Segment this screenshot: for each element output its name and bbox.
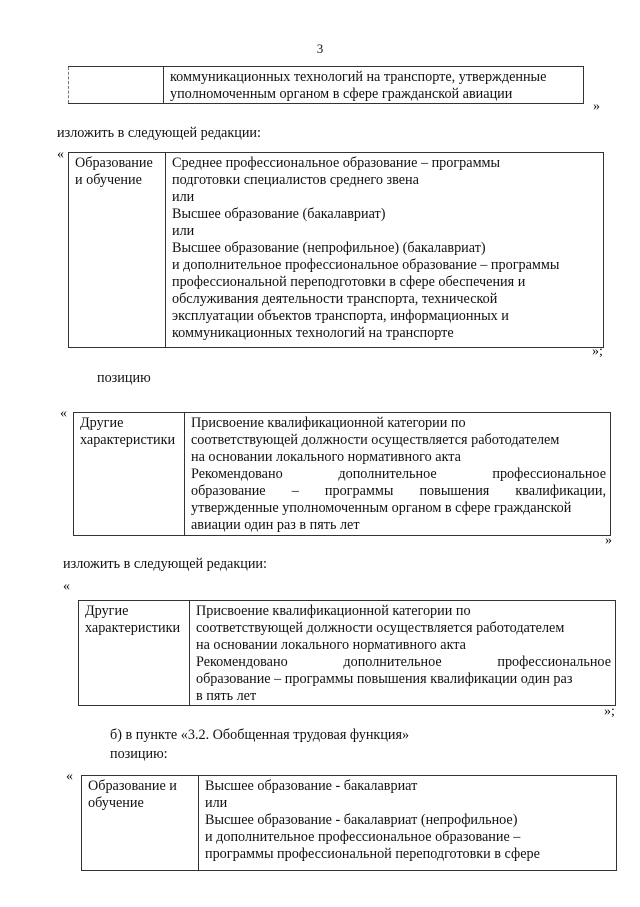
text-line: программы профессиональной переподготовки в сфере (205, 846, 540, 862)
text-line: авиации один раз в пять лет (191, 517, 360, 533)
table-label-cell (79, 601, 190, 706)
table-education-32 (81, 775, 617, 871)
table-content-cell (185, 413, 611, 536)
text-line: коммуникационных технологий на транспорте (172, 325, 454, 341)
text-line: на основании локального нормативного акта (196, 637, 466, 653)
text-line: образование – программы повышения квалификации, (191, 483, 606, 499)
label-line: обучение (88, 795, 144, 811)
label-line: Другие (80, 415, 124, 431)
label-line: характеристики (80, 432, 176, 448)
open-quote: « (57, 147, 64, 162)
text-line: Высшее образование - бакалавриат (205, 778, 418, 794)
text-line: Высшее образование (бакалавриат) (172, 206, 386, 222)
text-line: на основании локального нормативного акта (191, 449, 461, 465)
table-label-cell (69, 153, 166, 348)
heading-replace: изложить в следующей редакции: (63, 556, 267, 572)
close-quote: » (605, 533, 612, 548)
heading-replace: изложить в следующей редакции: (57, 125, 261, 141)
text-line: Рекомендовано дополнительное профессиональное (191, 466, 606, 482)
text-line: уполномоченным органом в сфере гражданской авиации (170, 86, 513, 102)
text-line: образование – программы повышения квалификации один раз (196, 671, 573, 687)
table-other-old (73, 412, 611, 536)
label-line: Образование и (88, 778, 177, 794)
text-line: соответствующей должности осуществляется работодателем (196, 620, 565, 636)
text-line: в пять лет (196, 688, 257, 704)
table-content-cell (166, 153, 604, 348)
page-number: 3 (316, 41, 324, 56)
table-content-cell (199, 776, 617, 871)
text-line: и дополнительное профессиональное образование – программы (172, 257, 560, 273)
text-line: или (172, 223, 195, 239)
table-cell-empty (69, 67, 164, 104)
open-quote: « (66, 769, 73, 784)
text-line: соответствующей должности осуществляется работодателем (191, 432, 560, 448)
text-line: Рекомендовано дополнительное профессиональное (196, 654, 611, 670)
close-quote: » (593, 99, 600, 114)
text-line: Среднее профессиональное образование – программы (172, 155, 501, 171)
text-line: утвержденные уполномоченным органом в сфере гражданской (191, 500, 572, 516)
text-line: Присвоение квалификационной категории по (191, 415, 466, 431)
text-line: и дополнительное профессиональное образование – (205, 829, 521, 845)
label-line: характеристики (85, 620, 181, 636)
table-cell-content (164, 67, 584, 104)
text-line: эксплуатации объектов транспорта, информационных и (172, 308, 509, 324)
text-line: или (172, 189, 195, 205)
close-quote: »; (604, 704, 615, 719)
text-line: обслуживания деятельности транспорта, технической (172, 291, 498, 307)
table-continuation (68, 66, 584, 104)
point-b-text: б) в пункте «3.2. Обобщенная трудовая функция» (110, 727, 410, 743)
label-line: и обучение (75, 172, 142, 188)
text-line: Высшее образование (непрофильное) (бакалавриат) (172, 240, 486, 256)
table-content-cell (190, 601, 616, 706)
text-line: Присвоение квалификационной категории по (196, 603, 471, 619)
text-line: подготовки специалистов среднего звена (172, 172, 419, 188)
position-word: позицию: (110, 746, 168, 762)
text-line: или (205, 795, 228, 811)
text-line: коммуникационных технологий на транспорте, утвержденные (170, 69, 547, 85)
table-label-cell (74, 413, 185, 536)
label-line: Другие (85, 603, 129, 619)
text-line: профессиональной переподготовки в сфере обеспечения и (172, 274, 526, 290)
position-word: позицию (97, 370, 151, 386)
table-label-cell (82, 776, 199, 871)
table-education (68, 152, 604, 348)
close-quote: »; (592, 344, 603, 359)
open-quote: « (60, 406, 67, 421)
text-line: Высшее образование - бакалавриат (непрофильное) (205, 812, 518, 828)
open-quote: « (63, 579, 70, 594)
label-line: Образование (75, 155, 153, 171)
table-other-new (78, 600, 616, 706)
